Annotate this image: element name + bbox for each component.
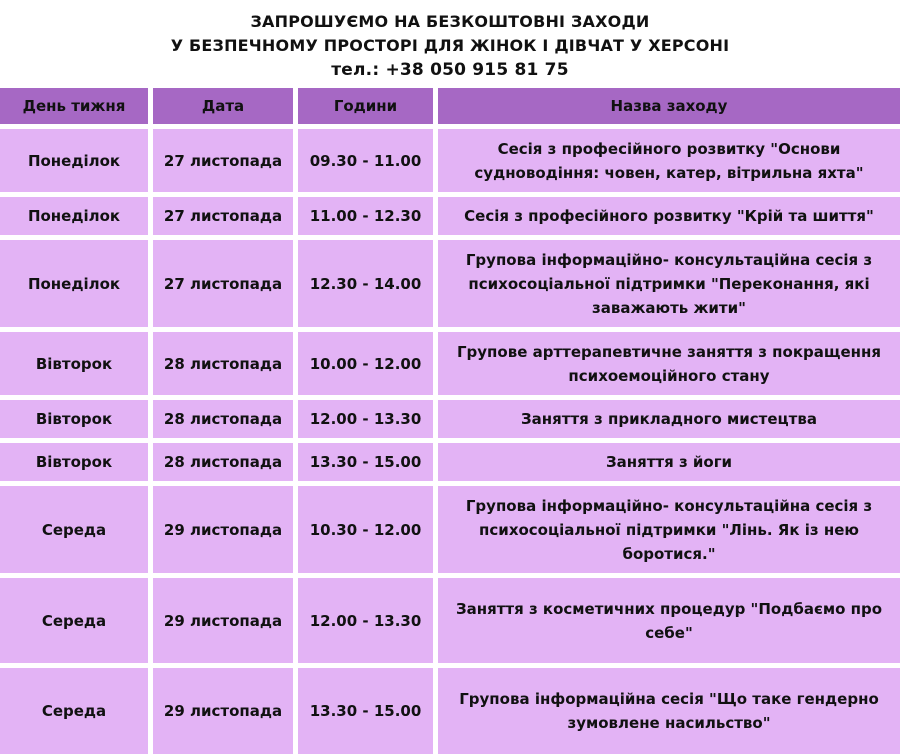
- events-table: [0, 88, 900, 754]
- cell-time: 12.30 - 14.00: [298, 240, 433, 327]
- cell-date: 27 листопада: [153, 197, 293, 235]
- cell-day: Середа: [0, 578, 148, 663]
- cell-event: Групова інформаційно- консультаційна сесія з психосоціальної підтримки "Переконання, які заважають жити": [438, 240, 900, 327]
- cell-day: Вівторок: [0, 443, 148, 481]
- cell-date: 27 листопада: [153, 129, 293, 192]
- table-row: [0, 400, 900, 438]
- cell-day: Понеділок: [0, 129, 148, 192]
- column-header-event: Назва заходу: [438, 88, 900, 124]
- cell-time: 13.30 - 15.00: [298, 668, 433, 754]
- column-header-date: Дата: [153, 88, 293, 124]
- cell-event: Сесія з професійного розвитку "Основи судноводіння: човен, катер, вітрильна яхта": [438, 129, 900, 192]
- cell-date: 29 листопада: [153, 668, 293, 754]
- cell-time: 09.30 - 11.00: [298, 129, 433, 192]
- cell-event: Групова інформаційно- консультаційна сесія з психосоціальної підтримки "Лінь. Як із нею боротися.": [438, 486, 900, 573]
- cell-event: Заняття з косметичних процедур "Подбаємо про себе": [438, 578, 900, 663]
- cell-day: Вівторок: [0, 400, 148, 438]
- cell-time: 12.00 - 13.30: [298, 578, 433, 663]
- cell-time: 13.30 - 15.00: [298, 443, 433, 481]
- cell-time: 10.30 - 12.00: [298, 486, 433, 573]
- cell-day: Середа: [0, 668, 148, 754]
- header-phone: тел.: +38 050 915 81 75: [331, 60, 569, 80]
- table-row: [0, 668, 900, 754]
- table-row: [0, 197, 900, 235]
- page-header: [0, 10, 900, 82]
- cell-day: Понеділок: [0, 240, 148, 327]
- header-title-line-2: У БЕЗПЕЧНОМУ ПРОСТОРІ ДЛЯ ЖІНОК І ДІВЧАТ У ХЕРСОНІ: [170, 36, 730, 55]
- cell-event: Заняття з йоги: [438, 443, 900, 481]
- table-header-row: [0, 88, 900, 124]
- cell-event: Сесія з професійного розвитку "Крій та шиття": [438, 197, 900, 235]
- cell-date: 29 листопада: [153, 578, 293, 663]
- cell-event: Групове арттерапевтичне заняття з покращення психоемоційного стану: [438, 332, 900, 395]
- table-row: [0, 332, 900, 395]
- cell-date: 27 листопада: [153, 240, 293, 327]
- cell-event: Групова інформаційна сесія "Що таке гендерно зумовлене насильство": [438, 668, 900, 754]
- cell-date: 28 листопада: [153, 332, 293, 395]
- column-header-day: День тижня: [0, 88, 148, 124]
- cell-time: 10.00 - 12.00: [298, 332, 433, 395]
- cell-event: Заняття з прикладного мистецтва: [438, 400, 900, 438]
- header-title-line-1: ЗАПРОШУЄМО НА БЕЗКОШТОВНІ ЗАХОДИ: [250, 12, 650, 31]
- table-row: [0, 129, 900, 192]
- table-row: [0, 578, 900, 663]
- table-row: [0, 443, 900, 481]
- cell-time: 12.00 - 13.30: [298, 400, 433, 438]
- cell-date: 28 листопада: [153, 400, 293, 438]
- column-header-time: Години: [298, 88, 433, 124]
- cell-date: 29 листопада: [153, 486, 293, 573]
- table-row: [0, 486, 900, 573]
- cell-day: Понеділок: [0, 197, 148, 235]
- cell-day: Вівторок: [0, 332, 148, 395]
- table-row: [0, 240, 900, 327]
- cell-time: 11.00 - 12.30: [298, 197, 433, 235]
- cell-day: Середа: [0, 486, 148, 573]
- cell-date: 28 листопада: [153, 443, 293, 481]
